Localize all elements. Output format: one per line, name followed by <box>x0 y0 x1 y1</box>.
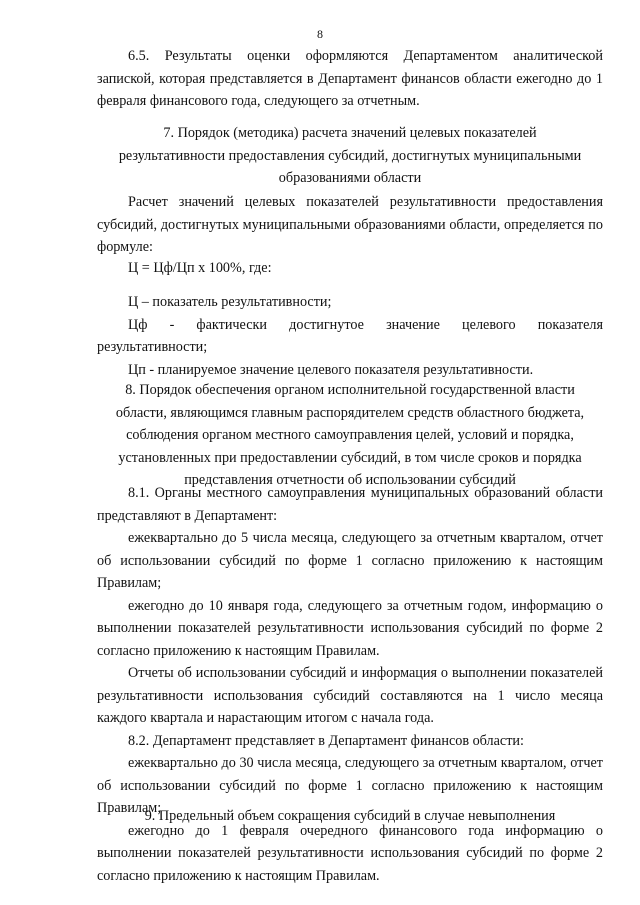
heading-8-line-3: соблюдения органом местного самоуправления целей, условий и порядка, <box>126 427 574 443</box>
paragraph-8-1-annual: ежегодно до 10 января года, следующего за отчетным годом, информацию о выполнении показателей результативности использования субсидий по форме 2 согласно приложению к настоящим Правилам. <box>97 597 603 659</box>
definition-cf: Цф - фактически достигнутое значение целевого показателя результативности; <box>97 316 603 355</box>
heading-section-8 <box>97 379 603 492</box>
paragraph-8-2: 8.2. Департамент представляет в Департамент финансов области: <box>128 732 524 749</box>
heading-8-line-5: представления отчетности об использовании субсидий <box>184 472 516 488</box>
formula: Ц = Цф/Цп х 100%, где: <box>128 260 272 276</box>
heading-8-line-2: области, являющимся главным распорядителем средств областного бюджета, <box>115 404 585 421</box>
paragraph-8-1: 8.1. Органы местного самоуправления муниципальных образований области представляют в Департамент: <box>97 485 603 524</box>
heading-7-line-1: 7. Порядок (методика) расчета значений целевых показателей <box>163 125 537 141</box>
page-number: 8 <box>317 27 323 41</box>
heading-7-line-2: результативности предоставления субсидий, достигнутых муниципальными <box>118 147 582 164</box>
definition-c: Ц – показатель результативности; <box>128 294 332 310</box>
paragraph-7-intro: Расчет значений целевых показателей результативности предоставления субсидий, достигнутых муниципальными образованиями области, определяется по формуле: <box>97 194 603 255</box>
definitions <box>97 291 603 381</box>
paragraph-6-5: 6.5. Результаты оценки оформляются Департаментом аналитической запиской, которая представляется в Департамент финансов области ежегодно до 1 февраля финансового года, следующего за отчетным. <box>97 48 603 109</box>
paragraph-8-2-annual: ежегодно до 1 февраля очередного финансового года информацию о выполнении показателей результативности использования субсидий по форме 2 согласно приложению к настоящим Правилам. <box>97 822 603 884</box>
heading-7-line-3: образованиями области <box>278 170 422 186</box>
heading-8-line-4: установленных при предоставлении субсидий, в том числе сроков и порядка <box>118 449 582 466</box>
heading-section-7 <box>97 122 603 190</box>
heading-8-line-1: 8. Порядок обеспечения органом исполнительной государственной власти <box>125 382 575 398</box>
paragraph-8-1-quarterly: ежеквартально до 5 числа месяца, следующего за отчетным кварталом, отчет об использовании субсидий по форме 1 согласно приложению к настоящим Правилам; <box>97 530 603 591</box>
paragraph-8-2-quarterly: ежеквартально до 30 числа месяца, следующего за отчетным кварталом, отчет об использовании субсидий по форме 1 согласно приложению к настоящим Правилам; <box>97 755 603 816</box>
heading-section-9: 9. Предельный объем сокращения субсидий в случае невыполнения <box>144 808 556 824</box>
paragraph-8-1-reports: Отчеты об использовании субсидий и информация о выполнении показателей результативности использования субсидий составляются на 1 число месяца каждого квартала и нарастающим итогом с начала года. <box>97 665 603 726</box>
definition-cp: Цп - планируемое значение целевого показателя результативности. <box>128 361 534 378</box>
